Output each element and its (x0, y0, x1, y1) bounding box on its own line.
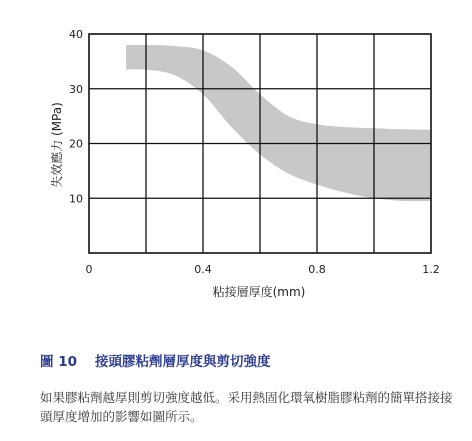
x-tick-label: 0.4 (194, 263, 212, 276)
y-tick-label: 40 (69, 28, 83, 41)
y-axis-title: 失效應力 (MPa) (50, 102, 64, 188)
x-tick-label: 0.8 (308, 263, 326, 276)
y-tick-label: 20 (69, 137, 83, 151)
y-tick-label: 10 (69, 192, 83, 206)
x-tick-label: 0 (85, 263, 93, 276)
figure-title: 接頭膠粘劑層厚度與剪切強度 (95, 354, 271, 370)
stress-band-layer (126, 45, 431, 201)
stress-range-band (126, 45, 431, 201)
figure-number: 圖 10 (40, 354, 77, 370)
y-tick-label: 30 (69, 82, 83, 96)
x-axis-title: 粘接層厚度(mm) (212, 285, 306, 299)
x-tick-label: 1.2 (422, 263, 440, 276)
figure-caption (40, 350, 271, 370)
figure-description: 如果膠粘劑越厚則剪切強度越低。采用熱固化環氧樹脂膠粘劑的簡單搭接接頭厚度增加的影響如圖所示。 (40, 390, 453, 424)
